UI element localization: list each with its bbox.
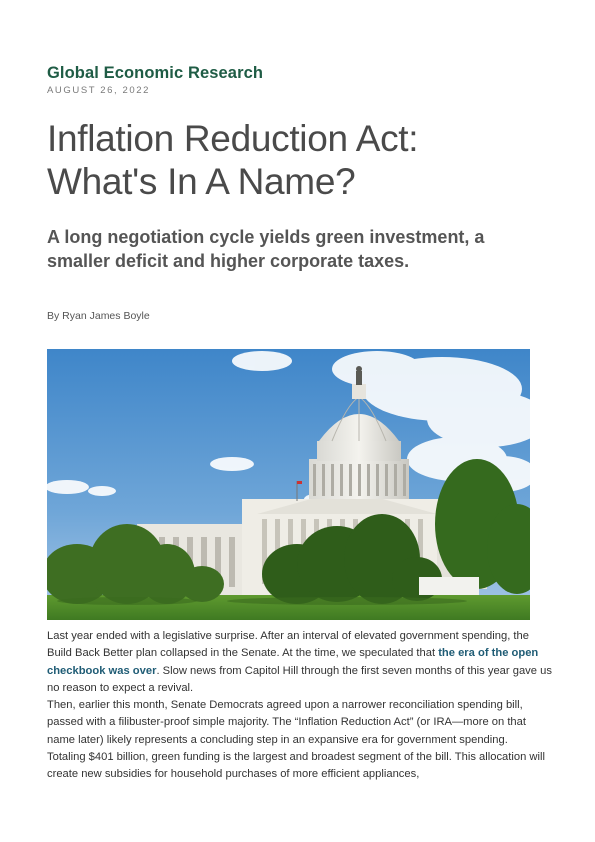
paragraph-1-before: Last year ended with a legislative surprise. After an interval of elevated government spending, the Build Back Better plan collapsed in the Senate. At the time, we speculated that xyxy=(47,630,529,660)
paragraph-1 xyxy=(47,628,552,697)
article-subtitle: A long negotiation cycle yields green investment, a smaller deficit and higher corporate taxes. xyxy=(47,227,485,271)
open-checkbook-link[interactable]: the era of the open checkbook was over xyxy=(47,647,539,677)
title-line-1: Inflation Reduction Act: xyxy=(47,118,419,159)
paragraph-3: Totaling $401 billion, green funding is the largest and broadest segment of the bill. This allocation will create new subsidies for household purchases of more efficient appliances, xyxy=(47,751,545,781)
title-line-2: What's In A Name? xyxy=(47,161,356,202)
byline: By Ryan James Boyle xyxy=(47,310,150,322)
paragraph-2: Then, earlier this month, Senate Democrats agreed upon a narrower reconciliation spending bill, passed with a filibuster-proof simple majority. The “Inflation Reduction Act” (or IRA—more on that name later) likely represents a concluding step in an expansive era for government spending. xyxy=(47,699,526,746)
capitol-photo xyxy=(47,349,530,620)
paragraph-1-after: . Slow news from Capitol Hill through the first seven months of this year gave us no reason to expect a revival. xyxy=(47,664,552,694)
article-title xyxy=(47,117,547,203)
section-label: Global Economic Research xyxy=(47,64,264,82)
publish-date: AUGUST 26, 2022 xyxy=(47,85,151,96)
article-body xyxy=(47,628,552,784)
